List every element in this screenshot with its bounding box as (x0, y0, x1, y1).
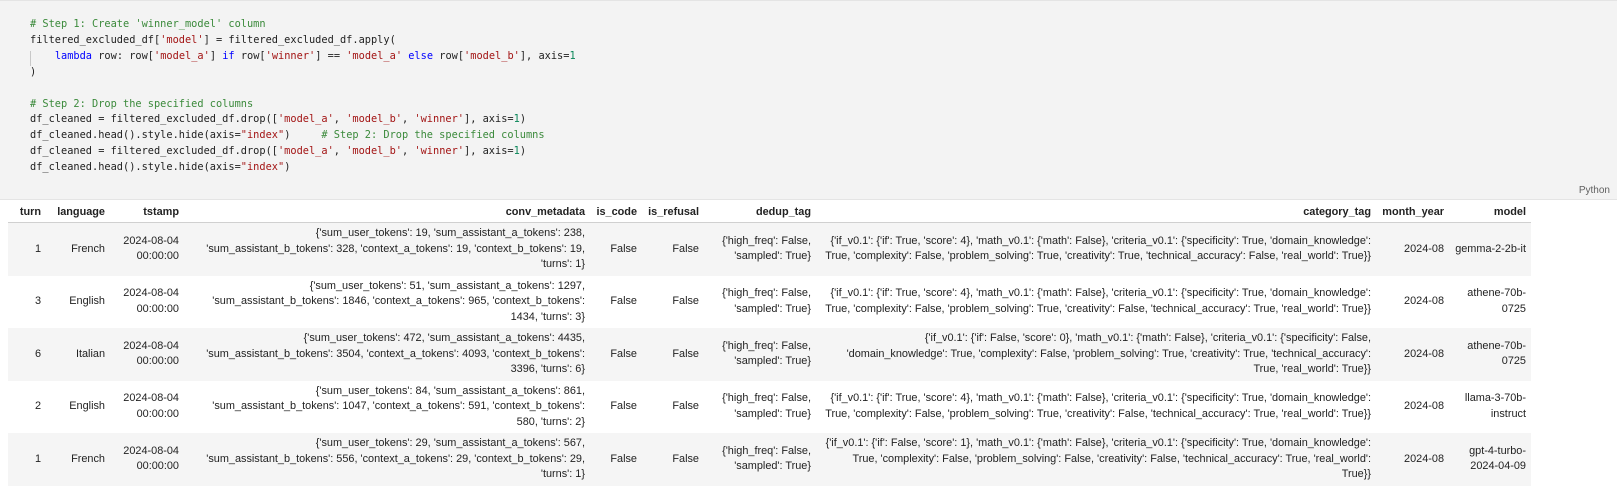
cell-is-code: False (590, 276, 642, 329)
cell-model: llama-3-70b-instruct (1449, 381, 1531, 434)
cell-is-code: False (590, 433, 642, 486)
cell-is-code: False (590, 328, 642, 381)
column-header-language: language (46, 201, 110, 223)
cell-model: gpt-4-turbo-2024-04-09 (1449, 433, 1531, 486)
column-header-month-year: month_year (1376, 201, 1449, 223)
cell-language: Italian (46, 328, 110, 381)
cell-dedup-tag: {'high_freq': False, 'sampled': True} (704, 381, 816, 434)
column-header-tstamp: tstamp (110, 201, 184, 223)
table-row (8, 328, 1531, 381)
cell-is-code: False (590, 223, 642, 276)
header-row (8, 201, 1531, 223)
cell-turn: 6 (8, 328, 46, 381)
column-header-model: model (1449, 201, 1531, 223)
cell-is-refusal: False (642, 276, 704, 329)
cell-model: athene-70b-0725 (1449, 328, 1531, 381)
code-editor[interactable]: # Step 1: Create 'winner_model' column filtered_excluded_df['model'] = filtered_excluded_df.apply( lambda row: row['model_a'] if row['winner'] == 'model_a' else row['model_b'], axis=1 ) # Step 2: Drop the specified columns df_cleaned = filtered_excluded_df.drop(['model_a', 'model_b', 'winner'], axis=1) df_cleaned.head().style.hide(axis="index") # Step 2: Drop the specified columns df_cleaned = filtered_excluded_df.drop(['model_a', 'model_b', 'winner'], axis=1) df_cleaned.head().style.hide(axis="index") (30, 18, 576, 174)
cell-turn: 1 (8, 223, 46, 276)
cell-language: English (46, 276, 110, 329)
column-header-category-tag: category_tag (816, 201, 1376, 223)
column-header-is-code: is_code (590, 201, 642, 223)
cell-language-label[interactable]: Python (1578, 185, 1610, 196)
cell-month-year: 2024-08 (1376, 223, 1449, 276)
cell-is-refusal: False (642, 328, 704, 381)
column-header-conv-metadata: conv_metadata (184, 201, 590, 223)
cell-language: English (46, 381, 110, 434)
cell-category-tag: {'if_v0.1': {'if': True, 'score': 4}, 'math_v0.1': {'math': False}, 'criteria_v0.1': {'specificity': True, 'domain_knowledge': True, 'complexity': False, 'problem_solving': True, 'creativity': False, 'technical_accuracy': True, 'real_world': True}} (816, 381, 1376, 434)
cell-is-refusal: False (642, 223, 704, 276)
cell-dedup-tag: {'high_freq': False, 'sampled': True} (704, 433, 816, 486)
cell-month-year: 2024-08 (1376, 381, 1449, 434)
cell-category-tag: {'if_v0.1': {'if': False, 'score': 1}, 'math_v0.1': {'math': False}, 'criteria_v0.1': {'specificity': True, 'domain_knowledge': True, 'complexity': False, 'problem_solving': False, 'creativity': False, 'technical_accuracy': True, 'real_world': True}} (816, 433, 1376, 486)
cell-dedup-tag: {'high_freq': False, 'sampled': True} (704, 276, 816, 329)
cell-dedup-tag: {'high_freq': False, 'sampled': True} (704, 223, 816, 276)
cell-is-code: False (590, 381, 642, 434)
output-dataframe (8, 201, 1531, 486)
cell-turn: 3 (8, 276, 46, 329)
cell-month-year: 2024-08 (1376, 276, 1449, 329)
cell-tstamp: 2024-08-04 00:00:00 (110, 433, 184, 486)
cell-turn: 1 (8, 433, 46, 486)
cell-category-tag: {'if_v0.1': {'if': False, 'score': 0}, 'math_v0.1': {'math': False}, 'criteria_v0.1': {'specificity': False, 'domain_knowledge': True, 'complexity': False, 'problem_solving': True, 'creativity': True, 'technical_accuracy': True, 'real_world': True}} (816, 328, 1376, 381)
cell-conv-metadata: {'sum_user_tokens': 472, 'sum_assistant_a_tokens': 4435, 'sum_assistant_b_tokens': 3504, 'context_a_tokens': 4093, 'context_b_tokens': 3396, 'turns': 6} (184, 328, 590, 381)
code-cell[interactable] (0, 0, 1617, 200)
cell-model: athene-70b-0725 (1449, 276, 1531, 329)
cell-category-tag: {'if_v0.1': {'if': True, 'score': 4}, 'math_v0.1': {'math': False}, 'criteria_v0.1': {'specificity': True, 'domain_knowledge': True, 'complexity': False, 'problem_solving': True, 'creativity': False, 'technical_accuracy': True, 'real_world': True}} (816, 276, 1376, 329)
cell-turn: 2 (8, 381, 46, 434)
cell-model: gemma-2-2b-it (1449, 223, 1531, 276)
table-row (8, 433, 1531, 486)
cell-tstamp: 2024-08-04 00:00:00 (110, 328, 184, 381)
column-header-turn: turn (8, 201, 46, 223)
column-header-dedup-tag: dedup_tag (704, 201, 816, 223)
cell-conv-metadata: {'sum_user_tokens': 29, 'sum_assistant_a_tokens': 567, 'sum_assistant_b_tokens': 556, 'context_a_tokens': 29, 'context_b_tokens': 29, 'turns': 1} (184, 433, 590, 486)
cell-category-tag: {'if_v0.1': {'if': True, 'score': 4}, 'math_v0.1': {'math': False}, 'criteria_v0.1': {'specificity': True, 'domain_knowledge': True, 'complexity': False, 'problem_solving': True, 'creativity': True, 'technical_accuracy': False, 'real_world': True}} (816, 223, 1376, 276)
column-header-is-refusal: is_refusal (642, 201, 704, 223)
cell-conv-metadata: {'sum_user_tokens': 19, 'sum_assistant_a_tokens': 238, 'sum_assistant_b_tokens': 328, 'context_a_tokens': 19, 'context_b_tokens': 19, 'turns': 1} (184, 223, 590, 276)
table-row (8, 381, 1531, 434)
table-row (8, 223, 1531, 276)
cell-dedup-tag: {'high_freq': False, 'sampled': True} (704, 328, 816, 381)
cell-tstamp: 2024-08-04 00:00:00 (110, 276, 184, 329)
cell-tstamp: 2024-08-04 00:00:00 (110, 381, 184, 434)
cell-month-year: 2024-08 (1376, 433, 1449, 486)
cell-is-refusal: False (642, 433, 704, 486)
cell-conv-metadata: {'sum_user_tokens': 84, 'sum_assistant_a_tokens': 861, 'sum_assistant_b_tokens': 1047, 'context_a_tokens': 591, 'context_b_tokens': 580, 'turns': 2} (184, 381, 590, 434)
cell-language: French (46, 433, 110, 486)
cell-month-year: 2024-08 (1376, 328, 1449, 381)
cell-conv-metadata: {'sum_user_tokens': 51, 'sum_assistant_a_tokens': 1297, 'sum_assistant_b_tokens': 1846, 'context_a_tokens': 965, 'context_b_tokens': 1434, 'turns': 3} (184, 276, 590, 329)
table-row (8, 276, 1531, 329)
cell-tstamp: 2024-08-04 00:00:00 (110, 223, 184, 276)
cell-is-refusal: False (642, 381, 704, 434)
cell-language: French (46, 223, 110, 276)
